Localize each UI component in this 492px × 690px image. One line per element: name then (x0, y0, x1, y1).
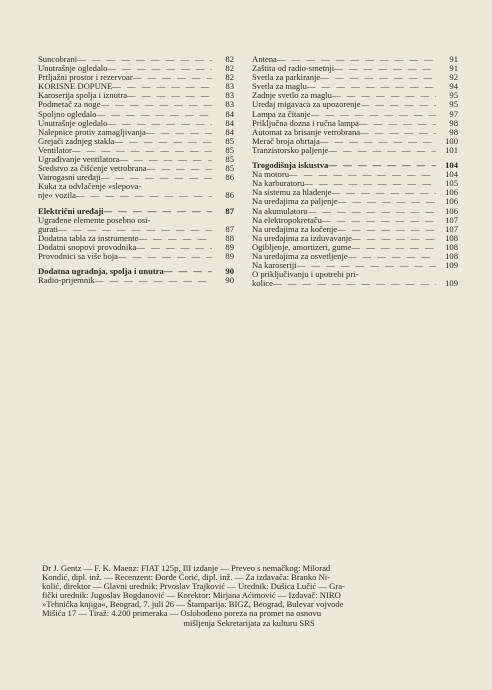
toc-page-number: 104 (445, 160, 458, 171)
toc-entry-text: Antena (252, 54, 277, 64)
colophon-line: »Tehnička knjiga«, Beograd, 7. juli 26 — Štamparija: BIGZ, Beograd, Bulevar vojvode (42, 599, 344, 610)
dash-leader (133, 73, 212, 82)
toc-entry-text: Na elektropokretaču (252, 214, 322, 225)
colophon-line: Dr J. Gentz — F. K. Maenz: FIAT 125p, III izdanje — Prevео s nemačkog: Milorad (42, 563, 331, 573)
toc-page-number: 84 (225, 126, 234, 137)
toc-entry-text: Unutrašnje ogledalo (38, 117, 108, 128)
toc-page-number: 88 (225, 232, 234, 243)
toc-entry-text: KORISNE DOPUNE (38, 81, 113, 92)
dash-leader (101, 100, 212, 109)
toc-entry-text: Prtljažni prostor i rezervoar (38, 72, 133, 83)
toc-page-number: 90 (225, 275, 234, 286)
toc-page-number: 106 (445, 196, 458, 207)
toc-page-number: 90 (225, 266, 234, 277)
dash-leader (351, 243, 436, 252)
toc-page-number: 94 (449, 81, 458, 92)
toc-entry-text: Lampa za čitanje (252, 108, 311, 119)
toc-entry-text: Tranzistorsko paljenje (252, 144, 329, 155)
toc-page-number: 95 (449, 90, 458, 101)
toc-page-number: 107 (445, 223, 458, 234)
toc-entry (252, 270, 458, 288)
toc-entry-text-continued: nje« vozila (38, 190, 76, 201)
toc-page-number: 83 (225, 90, 234, 101)
toc-entry-text: Grejači zadnjeg stakla (38, 135, 115, 146)
colophon-last-line: mišljenja Sekretarijata za kulturu SRS (183, 617, 315, 628)
toc-page-number: 86 (225, 172, 234, 183)
toc-entry-text: Karoserija spolja i iznutra (38, 90, 128, 101)
toc-page-number: 82 (225, 72, 234, 83)
toc-entry-text: Unutrašnje ogledalo (38, 63, 108, 74)
toc-entry-text: Podmetač za noge (38, 99, 101, 110)
toc-page-number: 108 (445, 232, 458, 243)
toc-page-number: 91 (449, 63, 458, 74)
toc-page-number: 89 (225, 241, 234, 252)
dash-leader (352, 234, 436, 243)
toc-page-number: 83 (225, 99, 234, 110)
dash-leader (289, 170, 436, 179)
dash-leader (359, 119, 436, 128)
colophon-line: kolić, direktor — Glavni urednik: Prvoslav Trajković — Urednik: Dušica Lučić — Gra- (42, 581, 345, 592)
toc-left-column (38, 55, 234, 285)
toc-page-number: 82 (225, 54, 234, 64)
toc-entry-text: Nalepnice protiv zamagljivanja (38, 126, 146, 137)
toc-page-number: 108 (445, 241, 458, 252)
dash-leader (320, 73, 436, 82)
toc-page-number: 100 (445, 135, 458, 146)
dash-leader (348, 252, 436, 261)
toc-page-number: 106 (445, 187, 458, 198)
dash-leader (114, 137, 212, 146)
dash-leader (146, 128, 212, 137)
colophon-line: fički urednik: Jugoslav Bogdanović — Korektor: Mirjana Aćimović — Izdavač: NIRO (42, 590, 341, 601)
colophon-line: Kondić, dipl. inž. — Recenzent: Đorđe Ćorić, dipl. inž. — Za izdavača: Branko Ni- (42, 572, 331, 583)
toc-entry-text: Priključna dozna i ručna lampa (252, 117, 359, 128)
toc-entry-text: Ugrađene elemente posebno osi- (38, 214, 151, 225)
dash-leader (273, 279, 436, 288)
toc-entry-text: Električni uređaji (38, 205, 104, 216)
toc-entry-text-continued: kolice (252, 278, 273, 289)
toc-entry-text: Uređaj migavaca za upozorenje (252, 99, 361, 110)
dash-leader (338, 197, 436, 206)
toc-right-column (252, 55, 458, 288)
dash-leader (361, 100, 436, 109)
dash-leader (138, 234, 212, 243)
toc-entry-text: Na sistemu za hlađenje (252, 187, 332, 198)
toc-entry-text: Radio-prijemnik (38, 275, 95, 286)
dash-leader (112, 82, 212, 91)
toc-entry (38, 252, 234, 261)
toc-entry-text: Zaštita od radio-smetnji (252, 63, 335, 74)
dash-leader (334, 64, 436, 73)
toc-entry-text: Svetla za parkiranje (252, 72, 321, 83)
toc-entry-text: Na karburatoru (252, 178, 305, 189)
toc-page-number: 95 (449, 99, 458, 110)
toc-entry (38, 276, 234, 285)
toc-page-number: 85 (225, 144, 234, 155)
toc-page-number: 109 (445, 260, 458, 271)
toc-entry-text: Dodatna tabla za instrumente (38, 232, 139, 243)
dash-leader (164, 267, 212, 276)
toc-page-number: 97 (449, 108, 458, 119)
dash-leader (322, 216, 436, 225)
dash-leader (95, 276, 212, 285)
toc-entry (38, 216, 234, 234)
dash-leader (96, 110, 212, 119)
dash-leader (337, 225, 436, 234)
toc-entry-text: Vatrogasni uređaji (38, 172, 101, 183)
toc-entry-text: O priključivanju i upotrebi pri- (252, 269, 359, 280)
toc-entry-text: Ugrađivanje ventilatora (38, 154, 120, 165)
toc-page-number: 85 (225, 163, 234, 174)
toc-entry-text: Sredstvo za čišćenje vetrobrana (38, 163, 147, 174)
toc-page-number: 108 (445, 250, 458, 261)
toc-page-number: 84 (225, 117, 234, 128)
toc-entry-text: Na uređajima za izduvavanje (252, 232, 352, 243)
toc-page-number: 86 (225, 190, 234, 201)
colophon-line: Mišića 17 — Tiraž: 4.200 primeraka — Oslobođeno poreza na promet na osnovu (42, 608, 322, 619)
toc-page-number: 98 (449, 117, 458, 128)
toc-entry-text: Ventilator (38, 144, 72, 155)
dash-leader (76, 191, 212, 200)
toc-entry-text-continued: gurati (38, 223, 59, 234)
toc-page-number: 87 (225, 223, 234, 234)
toc-page-number: 106 (445, 205, 458, 216)
toc-entry-text: Na uređajima za osvetljenje (252, 250, 348, 261)
toc-entry-text: Na uređajima za kočenje (252, 223, 338, 234)
dash-leader (328, 146, 436, 155)
dash-leader (127, 91, 212, 100)
toc-entry-text: Na motoru (252, 169, 289, 180)
toc-page-number: 84 (225, 108, 234, 119)
toc-page-number: 107 (445, 214, 458, 225)
toc-entry-text: Suncobrani (38, 54, 78, 64)
toc-entry-text: Dodatna ugradnja, spolja i unutra (38, 266, 164, 277)
toc-page-number: 104 (445, 169, 458, 180)
toc-page-number: 89 (225, 250, 234, 261)
toc-entry-text: Ogibljenje, amortizeri, gume (252, 241, 352, 252)
toc-entry-text: Na karoseriji (252, 260, 297, 271)
toc-entry-text: Spoljno ogledalo (38, 108, 97, 119)
colophon (42, 564, 456, 628)
dash-leader (118, 252, 212, 261)
toc-page-number: 101 (445, 144, 458, 155)
toc-page-number: 105 (445, 178, 458, 189)
dash-leader (147, 164, 212, 173)
dash-leader (320, 137, 436, 146)
dash-leader (308, 207, 436, 216)
toc-page-number: 85 (225, 154, 234, 165)
dash-leader (360, 128, 436, 137)
toc-entry (38, 182, 234, 200)
toc-page-number: 91 (449, 54, 458, 64)
toc-entry (252, 146, 458, 155)
toc-entry-text: Na akumulatoru (252, 205, 308, 216)
toc-entry-text: Dodatni snopovi provodnika (38, 241, 137, 252)
toc-entry-text: Zadnje svetlo za maglu (252, 90, 332, 101)
toc-page-number: 82 (225, 63, 234, 74)
toc-page-number: 85 (225, 135, 234, 146)
toc-entry-text: Trogodišnja iskustva (252, 160, 329, 171)
dash-leader (331, 188, 436, 197)
toc-page-number: 87 (225, 205, 234, 216)
toc-page-number: 83 (225, 81, 234, 92)
dash-leader (328, 161, 436, 170)
toc-page-number: 98 (449, 126, 458, 137)
toc-entry-text: Provodnici sa više boja (38, 250, 118, 261)
toc-entry-text: Merač broja obrtaja (252, 135, 320, 146)
dash-leader (136, 243, 212, 252)
toc-page-number: 109 (445, 278, 458, 289)
toc-page-number: 92 (449, 72, 458, 83)
toc-entry-text: Automat za brisanje vetrobrana (252, 126, 361, 137)
toc-entry-text: Svetla za maglu (252, 81, 307, 92)
toc-entry-text: Na uređajima za paljenje (252, 196, 338, 207)
toc-entry-text: Kuka za odvlačenje »slepova- (38, 181, 142, 192)
